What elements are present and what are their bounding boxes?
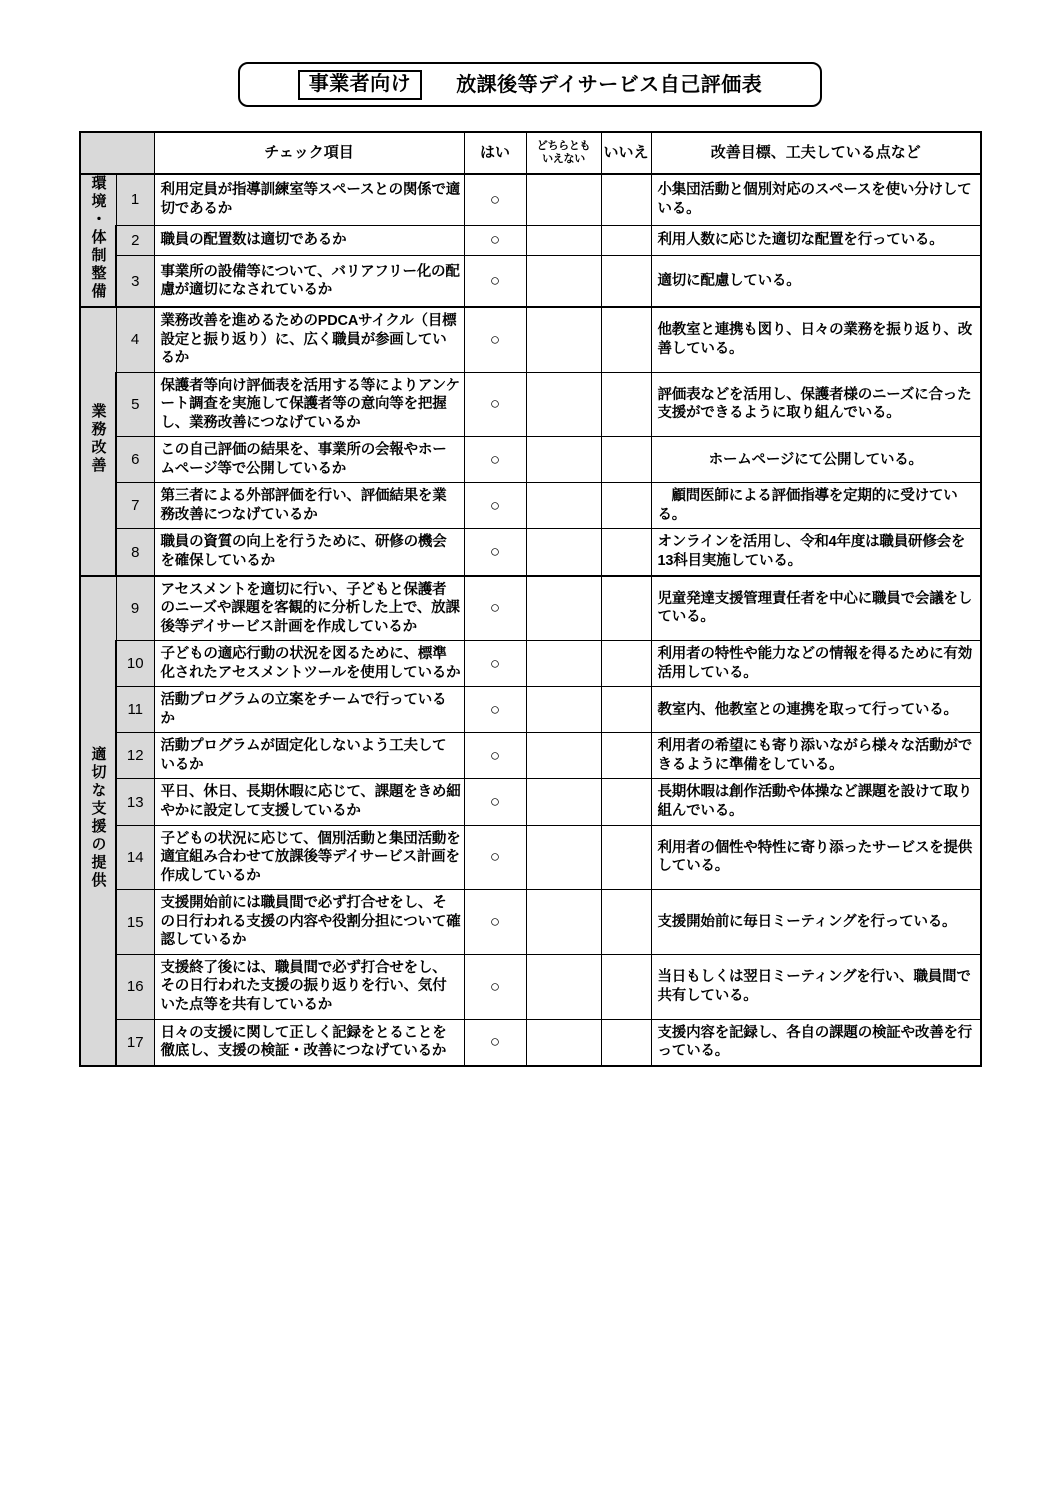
answer-neither-cell — [526, 1019, 601, 1066]
header-number — [116, 132, 154, 174]
remarks-cell: 他教室と連携も図り、日々の業務を振り返り、改善している。 — [651, 307, 981, 372]
answer-neither-cell — [526, 256, 601, 307]
answer-no-cell — [601, 437, 651, 483]
answer-no-cell — [601, 372, 651, 437]
header-no: いいえ — [601, 132, 651, 174]
answer-no-cell — [601, 825, 651, 890]
table-row — [80, 825, 981, 890]
answer-no-cell — [601, 529, 651, 576]
row-number-cell: 15 — [116, 890, 154, 955]
row-number-cell: 5 — [116, 372, 154, 437]
check-item-cell: 平日、休日、長期休暇に応じて、課題をきめ細やかに設定して支援しているか — [154, 779, 464, 825]
check-item-cell: 保護者等向け評価表を活用する等によりアンケート調査を実施して保護者等の意向等を把握し、業務改善につなげているか — [154, 372, 464, 437]
answer-no-cell — [601, 890, 651, 955]
check-item-cell: 子どもの状況に応じて、個別活動と集団活動を適宜組み合わせて放課後等デイサービス計画を作成しているか — [154, 825, 464, 890]
header-yes: はい — [464, 132, 526, 174]
remarks-cell: 利用人数に応じた適切な配置を行っている。 — [651, 225, 981, 255]
page-title: 放課後等デイサービス自己評価表 — [456, 73, 763, 96]
answer-neither-cell — [526, 437, 601, 483]
row-number-cell: 13 — [116, 779, 154, 825]
answer-neither-cell — [526, 225, 601, 255]
check-item-cell: 事業所の設備等について、バリアフリー化の配慮が適切になされているか — [154, 256, 464, 307]
remarks-cell: 支援開始前に毎日ミーティングを行っている。 — [651, 890, 981, 955]
row-number-cell: 16 — [116, 954, 154, 1019]
remarks-cell: オンラインを活用し、令和4年度は職員研修会を13科目実施している。 — [651, 529, 981, 576]
answer-neither-cell — [526, 372, 601, 437]
header-neither — [526, 132, 601, 174]
answer-no-cell — [601, 576, 651, 641]
row-number-cell: 12 — [116, 733, 154, 779]
answer-no-cell — [601, 307, 651, 372]
self-evaluation-table — [79, 131, 982, 1067]
remarks-cell: 利用者の個性や特性に寄り添ったサービスを提供している。 — [651, 825, 981, 890]
row-number-cell: 14 — [116, 825, 154, 890]
remarks-cell: 長期休暇は創作活動や体操など課題を設けて取り組んでいる。 — [651, 779, 981, 825]
check-item-cell: 子どもの適応行動の状況を図るために、標準化されたアセスメントツールを使用しているか — [154, 641, 464, 687]
table-row — [80, 256, 981, 307]
remarks-cell: 小集団活動と個別対応のスペースを使い分けしている。 — [651, 174, 981, 225]
check-item-cell: アセスメントを適切に行い、子どもと保護者のニーズや課題を客観的に分析した上で、放課後等デイサービス計画を作成しているか — [154, 576, 464, 641]
answer-no-cell — [601, 225, 651, 255]
header-neither-line2: いえない — [542, 153, 585, 165]
answer-neither-cell — [526, 307, 601, 372]
answer-no-cell — [601, 174, 651, 225]
answer-yes-cell: ○ — [464, 641, 526, 687]
check-item-cell: 日々の支援に関して正しく記録をとることを徹底し、支援の検証・改善につなげているか — [154, 1019, 464, 1066]
table-row — [80, 1019, 981, 1066]
table-header-row — [80, 132, 981, 174]
header-remarks: 改善目標、工夫している点など — [651, 132, 981, 174]
header-check-item: チェック項目 — [154, 132, 464, 174]
table-row — [80, 174, 981, 225]
remarks-cell: 支援内容を記録し、各自の課題の検証や改善を行っている。 — [651, 1019, 981, 1066]
row-number-cell: 11 — [116, 687, 154, 733]
section-label: 適切な支援の提供 — [89, 746, 107, 891]
row-number-cell: 3 — [116, 256, 154, 307]
table-row — [80, 576, 981, 641]
answer-yes-cell: ○ — [464, 733, 526, 779]
check-item-cell: 第三者による外部評価を行い、評価結果を業務改善につなげているか — [154, 483, 464, 529]
remarks-cell: 顧問医師による評価指導を定期的に受けている。 — [651, 483, 981, 529]
table-row — [80, 779, 981, 825]
answer-yes-cell: ○ — [464, 1019, 526, 1066]
answer-neither-cell — [526, 483, 601, 529]
answer-no-cell — [601, 256, 651, 307]
header-neither-line1: どちらとも — [536, 140, 591, 153]
table-row — [80, 372, 981, 437]
section-label: 環境・体制整備 — [89, 175, 107, 301]
table-row — [80, 483, 981, 529]
remarks-cell: 当日もしくは翌日ミーティングを行い、職員間で共有している。 — [651, 954, 981, 1019]
section-label-cell — [80, 307, 116, 576]
answer-neither-cell — [526, 890, 601, 955]
answer-neither-cell — [526, 779, 601, 825]
table-row — [80, 954, 981, 1019]
table-row — [80, 733, 981, 779]
answer-yes-cell: ○ — [464, 437, 526, 483]
answer-yes-cell: ○ — [464, 890, 526, 955]
answer-neither-cell — [526, 733, 601, 779]
row-number-cell: 17 — [116, 1019, 154, 1066]
document-title-banner — [238, 62, 822, 107]
check-item-cell: この自己評価の結果を、事業所の会報やホームページ等で公開しているか — [154, 437, 464, 483]
remarks-cell: 利用者の特性や能力などの情報を得るために有効活用している。 — [651, 641, 981, 687]
answer-no-cell — [601, 954, 651, 1019]
answer-neither-cell — [526, 174, 601, 225]
check-item-cell: 支援終了後には、職員間で必ず打合せをし、その日行われた支援の振り返りを行い、気付いた点等を共有しているか — [154, 954, 464, 1019]
answer-neither-cell — [526, 687, 601, 733]
answer-no-cell — [601, 641, 651, 687]
answer-no-cell — [601, 483, 651, 529]
answer-yes-cell: ○ — [464, 307, 526, 372]
remarks-cell: 教室内、他教室との連携を取って行っている。 — [651, 687, 981, 733]
check-item-cell: 支援開始前には職員間で必ず打合せをし、その日行われる支援の内容や役割分担について確認しているか — [154, 890, 464, 955]
answer-neither-cell — [526, 641, 601, 687]
check-item-cell: 活動プログラムの立案をチームで行っているか — [154, 687, 464, 733]
answer-yes-cell: ○ — [464, 954, 526, 1019]
section-label: 業務改善 — [89, 402, 107, 475]
row-number-cell: 7 — [116, 483, 154, 529]
row-number-cell: 9 — [116, 576, 154, 641]
answer-yes-cell: ○ — [464, 529, 526, 576]
header-section — [80, 132, 116, 174]
table-row — [80, 437, 981, 483]
table-row — [80, 225, 981, 255]
row-number-cell: 1 — [116, 174, 154, 225]
check-item-cell: 職員の資質の向上を行うために、研修の機会を確保しているか — [154, 529, 464, 576]
remarks-cell: 評価表などを活用し、保護者様のニーズに合った支援ができるように取り組んでいる。 — [651, 372, 981, 437]
answer-no-cell — [601, 779, 651, 825]
check-item-cell: 活動プログラムが固定化しないよう工夫しているか — [154, 733, 464, 779]
section-label-cell — [80, 174, 116, 307]
answer-yes-cell: ○ — [464, 687, 526, 733]
answer-yes-cell: ○ — [464, 779, 526, 825]
answer-no-cell — [601, 733, 651, 779]
answer-neither-cell — [526, 825, 601, 890]
row-number-cell: 2 — [116, 225, 154, 255]
answer-yes-cell: ○ — [464, 256, 526, 307]
answer-no-cell — [601, 687, 651, 733]
row-number-cell: 6 — [116, 437, 154, 483]
answer-neither-cell — [526, 576, 601, 641]
table-row — [80, 529, 981, 576]
remarks-cell: ホームページにて公開している。 — [651, 437, 981, 483]
check-item-cell: 業務改善を進めるためのPDCAサイクル（目標設定と振り返り）に、広く職員が参画しているか — [154, 307, 464, 372]
answer-yes-cell: ○ — [464, 825, 526, 890]
table-row — [80, 307, 981, 372]
table-row — [80, 641, 981, 687]
answer-yes-cell: ○ — [464, 174, 526, 225]
answer-yes-cell: ○ — [464, 483, 526, 529]
title-audience-badge: 事業者向け — [298, 70, 423, 100]
table-row — [80, 890, 981, 955]
answer-neither-cell — [526, 529, 601, 576]
answer-yes-cell: ○ — [464, 576, 526, 641]
table-row — [80, 687, 981, 733]
check-item-cell: 利用定員が指導訓練室等スペースとの関係で適切であるか — [154, 174, 464, 225]
row-number-cell: 10 — [116, 641, 154, 687]
check-item-cell: 職員の配置数は適切であるか — [154, 225, 464, 255]
remarks-cell: 適切に配慮している。 — [651, 256, 981, 307]
answer-yes-cell: ○ — [464, 372, 526, 437]
answer-yes-cell: ○ — [464, 225, 526, 255]
row-number-cell: 8 — [116, 529, 154, 576]
answer-no-cell — [601, 1019, 651, 1066]
row-number-cell: 4 — [116, 307, 154, 372]
section-label-cell — [80, 576, 116, 1066]
remarks-cell: 利用者の希望にも寄り添いながら様々な活動ができるように準備をしている。 — [651, 733, 981, 779]
answer-neither-cell — [526, 954, 601, 1019]
remarks-cell: 児童発達支援管理責任者を中心に職員で会議をしている。 — [651, 576, 981, 641]
